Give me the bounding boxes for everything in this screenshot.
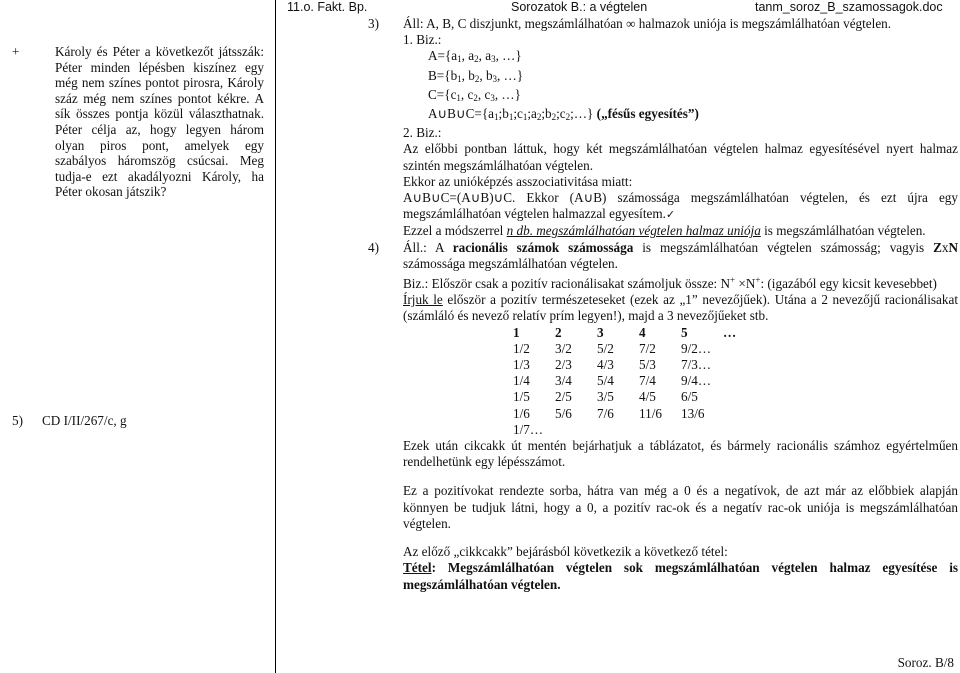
table-cell [555,422,597,438]
table-cell [597,422,639,438]
table-cell: 13/6 [681,405,705,421]
table-cell: 1/6 [513,405,530,421]
item-4-proof: Biz.: Először csak a pozitív racionálisakat számoljuk össze: N+ ×N+: (igazából egy kicsit kevesebbet) [403,275,937,292]
zigzag-text: Ezek után cikcakk út mentén bejárhatjuk a táblázatot, és bármely racionális számhoz egyértelműen rendelhetünk egy lépésszámot. [403,438,958,470]
table-cell: 2/3 [555,357,572,373]
table-cell: 7/4 [639,373,656,389]
write-instruction: Írjuk le először a pozitív természeteseket (ezek az „1” nevezőjűek). Utána a 2 nevezőjű racionálisakat (számláló és nevező relatív prím legyen!), majd a 3 nevezőjűeket stb. [403,292,958,324]
main-content [368,16,958,593]
table-row [513,406,765,422]
proof-2-label: 2. Biz.: [403,125,442,141]
table-cell: 1/2 [513,340,530,356]
table-cell: 11/6 [639,405,662,421]
table-cell: 4/5 [639,389,656,405]
plus-marker: + [12,44,20,59]
checkmark-icon: ✓ [665,208,676,222]
table-cell: 7/6 [597,405,614,421]
item-3-conclusion: Ezzel a módszerrel n db. megszámlálhatóan végtelen halmaz uniója is megszámlálhatóan végtelen. [403,223,926,239]
item-4-claim: 4) Áll.: A racionális számok számossága is megszámlálhatóan végtelen számosság; vagyis ZxN számossága megszámlálhatóan végtelen. [368,239,958,271]
table-cell: 1/3 [513,357,530,373]
sidebar-column [0,0,276,673]
sidebar-item-5 [12,413,127,429]
table-cell: 9/4… [681,373,712,389]
comb-union-label: („fésűs egyesítés”) [596,106,699,122]
table-cell: 7/2 [639,340,656,356]
table-cell: 5/6 [555,405,572,421]
item-number: 3) [368,16,379,31]
table-row [513,389,765,405]
table-cell: 2/5 [555,389,572,405]
item-number: 5) [12,413,23,428]
sidebar-problem-text: Károly és Péter a következőt játsszák: Péter minden lépésben kiszínez egy még nem színes pontot pirosra, Károly száz még nem színes pontot kékre. A sík összes pontja közül választhatnak. Péter célja az, hogy legyen három olyan piros pont, amelyek egy szabályos háromszög csúcsai. Meg tudja-e ezt akadályozni Károly, ha Péter okosan játszik? [55,44,264,200]
table-cell: 5/3 [639,357,656,373]
associativity-text: Ekkor az unióképzés asszociativitása miatt: [403,173,633,189]
header-filename: tanm_soroz_B_szamossagok.doc [755,0,943,14]
set-a-definition: $A=\{a_1$, $a_2$, $a_3$, …} [428,48,522,65]
table-header-cell: … [723,324,737,340]
table-row [513,373,765,389]
table-row [513,341,765,357]
page-header [287,0,955,14]
union-comb-formula: $A\cup B\cup C=\{a_1;b_1;c_1;a_2;b_2;c_2;\dots\}$ („fésűs egyesítés”) [428,106,699,123]
table-cell: 1/7… [513,421,544,437]
table-row [513,422,765,438]
table-cell: 3/5 [597,389,614,405]
proof-2-text: Az előbbi pontban láttuk, hogy két megszámlálhatóan végtelen halmaz egyesítésével nyert halmaz szintén megszámlálhatóan végtelen. [403,141,958,173]
table-header-cell: 2 [555,324,562,340]
table-cell: 4/3 [597,357,614,373]
ordering-text: Ez a pozitívokat rendezte sorba, hátra van még a 0 és a negatívok, de azt már az előbbiek alapján könnyen be tudjuk látni, hogy a 0, a pozitív rac-ok és a negatív rac-ok uniója is megszámlálhatóan végtelen. [403,483,958,531]
table-header-row [513,325,765,341]
table-cell: 6/5 [681,389,698,405]
associativity-formula: A∪B∪C=(A∪B)∪C. Ekkor (A∪B) számossága megszámlálhatóan végtelen, és ezt újra egy megszámlálhatóan végtelen halmazzal egyesítem.✓ [403,190,958,222]
rationals-table [513,325,765,438]
header-title: Sorozatok B.: a végtelen [511,0,648,14]
table-cell: 3/4 [555,373,572,389]
table-header-cell: 4 [639,324,646,340]
table-header-cell: 5 [681,324,688,340]
table-cell: 5/4 [597,373,614,389]
table-cell: 5/2 [597,340,614,356]
item-number: 4) [368,239,379,255]
table-cell: 1/4 [513,373,530,389]
table-cell [639,422,681,438]
page-number: Soroz. B/8 [897,655,954,670]
table-cell: 9/2… [681,340,712,356]
rationals-table-wrap [403,325,958,438]
table-header-cell: 3 [597,324,604,340]
sidebar-problem [12,44,264,200]
header-course: 11.o. Fakt. Bp. [287,0,368,14]
item-text: CD I/II/267/c, g [42,413,127,428]
table-cell: 3/2 [555,340,572,356]
table-header-cell: 1 [513,324,520,340]
table-cell: 1/5 [513,389,530,405]
table-cell: 7/3… [681,357,712,373]
infinity-symbol: ∞ [626,16,636,31]
theorem: Tétel: Megszámlálhatóan végtelen sok megszámlálhatóan végtelen halmaz egyesítése is megszámlálhatóan végtelen. [403,560,958,592]
follows-text: Az előző „cikkcakk” bejárásból következik a következő tétel: [403,544,728,560]
set-b-definition: $B=\{b_1$, $b_2$, $b_3$, …} [428,67,524,84]
set-c-definition: $C=\{c_1$, $c_2$, $c_3$, …} [428,86,521,103]
item-3-claim: 3) Áll: A, B, C diszjunkt, megszámlálhatóan ∞ halmazok uniója is megszámlálhatóan végtelen. [368,16,892,31]
proof-1-label: 1. Biz.: [403,32,442,48]
table-row [513,357,765,373]
table-cell [681,422,723,438]
